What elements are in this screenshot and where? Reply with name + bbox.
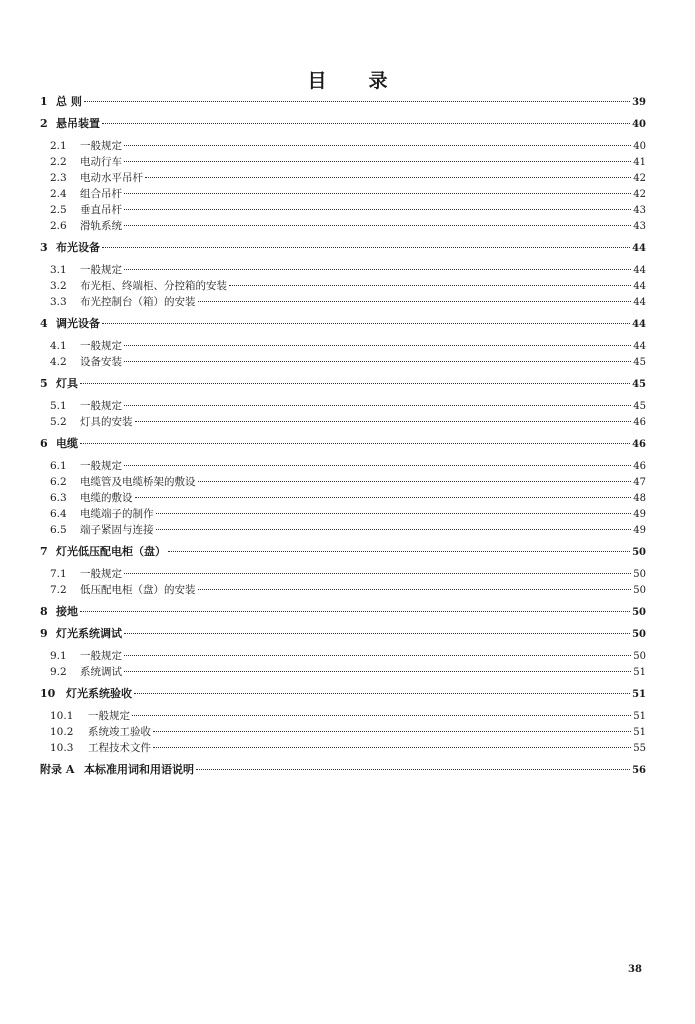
toc-page-number: 49 — [633, 509, 646, 520]
toc-section[interactable] — [40, 262, 646, 278]
toc-number: 1 — [40, 95, 48, 108]
leader-dots — [124, 465, 631, 466]
toc-number: 10.3 — [50, 742, 74, 754]
toc-chapter[interactable] — [40, 316, 646, 332]
leader-dots — [124, 269, 631, 270]
leader-dots — [124, 671, 631, 672]
toc-section[interactable] — [40, 414, 646, 430]
toc-page-number: 50 — [632, 629, 646, 640]
toc-number: 附录 A — [40, 763, 75, 776]
toc-label: 电动水平吊杆 — [80, 172, 143, 184]
toc-number: 6 — [40, 437, 48, 450]
leader-dots — [198, 481, 632, 482]
toc-section[interactable] — [40, 506, 646, 522]
toc-section[interactable] — [40, 202, 646, 218]
leader-dots — [132, 715, 631, 716]
leader-dots — [124, 361, 631, 362]
leader-dots — [153, 731, 631, 732]
leader-dots — [102, 247, 630, 248]
leader-dots — [134, 693, 630, 694]
toc-number: 3.3 — [50, 296, 67, 308]
toc-section[interactable] — [40, 338, 646, 354]
toc-page-number: 44 — [633, 265, 646, 276]
toc-section[interactable] — [40, 582, 646, 598]
page-title — [0, 66, 695, 93]
toc-label: 系统竣工验收 — [88, 726, 151, 738]
leader-dots — [124, 145, 631, 146]
toc-number: 3.1 — [50, 264, 67, 276]
toc-number: 8 — [40, 605, 48, 618]
toc-section[interactable] — [40, 458, 646, 474]
toc-page-number: 46 — [633, 461, 646, 472]
toc-label: 一般规定 — [80, 568, 122, 580]
toc-page-number: 44 — [632, 243, 646, 254]
toc-page-number: 55 — [633, 743, 646, 754]
toc-label: 设备安装 — [80, 356, 122, 368]
toc-page-number: 47 — [633, 477, 646, 488]
toc-number: 5.1 — [50, 400, 67, 412]
toc-label: 一般规定 — [80, 264, 122, 276]
toc-page-number: 43 — [633, 205, 646, 216]
toc-number: 6.4 — [50, 508, 67, 520]
toc-label: 电缆 — [56, 437, 78, 450]
toc-section[interactable] — [40, 154, 646, 170]
leader-dots — [124, 161, 631, 162]
toc-page-number: 44 — [633, 297, 646, 308]
toc-page-number: 51 — [632, 689, 646, 700]
toc-label: 垂直吊杆 — [80, 204, 122, 216]
toc-page-number: 40 — [632, 119, 646, 130]
toc-number: 2.2 — [50, 156, 67, 168]
toc-page-number: 51 — [633, 711, 646, 722]
toc-number: 2.3 — [50, 172, 67, 184]
toc-label: 灯具 — [56, 377, 78, 390]
leader-dots — [124, 225, 631, 226]
toc-number: 6.2 — [50, 476, 67, 488]
leader-dots — [102, 323, 630, 324]
leader-dots — [229, 285, 631, 286]
toc-number: 10.1 — [50, 710, 74, 722]
toc-number: 10.2 — [50, 726, 74, 738]
toc-number: 2 — [40, 117, 48, 130]
leader-dots — [124, 655, 631, 656]
toc-section[interactable] — [40, 490, 646, 506]
leader-dots — [124, 633, 630, 634]
leader-dots — [124, 345, 631, 346]
toc-page-number: 56 — [632, 765, 646, 776]
toc-section[interactable] — [40, 566, 646, 582]
toc-chapter[interactable] — [40, 604, 646, 620]
leader-dots — [156, 529, 632, 530]
toc-number: 2.1 — [50, 140, 67, 152]
leader-dots — [145, 177, 631, 178]
toc-appendix[interactable] — [40, 762, 646, 778]
toc-page-number: 50 — [632, 607, 646, 618]
leader-dots — [135, 421, 632, 422]
leader-dots — [80, 383, 630, 384]
toc-page-number: 48 — [633, 493, 646, 504]
toc-number: 2.4 — [50, 188, 67, 200]
leader-dots — [198, 301, 632, 302]
toc-number: 9 — [40, 627, 48, 640]
toc-section[interactable] — [40, 186, 646, 202]
toc-section[interactable] — [40, 708, 646, 724]
toc-number: 9.2 — [50, 666, 67, 678]
toc-section[interactable] — [40, 294, 646, 310]
toc-page-number: 51 — [633, 727, 646, 738]
page-number: 38 — [628, 964, 642, 975]
title-char-1: 目 — [307, 70, 327, 92]
toc-page-number: 42 — [633, 173, 646, 184]
toc-page-number: 50 — [633, 651, 646, 662]
toc-label: 灯光系统调试 — [56, 627, 122, 640]
toc-page-number: 44 — [632, 319, 646, 330]
toc-label: 一般规定 — [80, 650, 122, 662]
toc-label: 灯具的安装 — [80, 416, 133, 428]
toc-chapter[interactable] — [40, 626, 646, 642]
toc-chapter[interactable] — [40, 94, 646, 110]
toc-page-number: 40 — [633, 141, 646, 152]
toc-page-number: 41 — [633, 157, 646, 168]
toc-number: 7 — [40, 545, 48, 558]
toc-section[interactable] — [40, 648, 646, 664]
toc-number: 4.1 — [50, 340, 67, 352]
toc-label: 一般规定 — [80, 340, 122, 352]
leader-dots — [153, 747, 631, 748]
table-of-contents — [40, 94, 646, 778]
toc-label: 调光设备 — [56, 317, 100, 330]
toc-number: 3.2 — [50, 280, 67, 292]
toc-page-number: 50 — [632, 547, 646, 558]
toc-section[interactable] — [40, 354, 646, 370]
toc-label: 一般规定 — [80, 400, 122, 412]
toc-label: 本标准用词和用语说明 — [84, 763, 194, 776]
toc-label: 电缆的敷设 — [80, 492, 133, 504]
toc-number: 4 — [40, 317, 48, 330]
toc-number: 2.5 — [50, 204, 67, 216]
toc-section[interactable] — [40, 522, 646, 538]
toc-section[interactable] — [40, 664, 646, 680]
toc-number: 7.1 — [50, 568, 67, 580]
toc-number: 6.1 — [50, 460, 67, 472]
toc-chapter[interactable] — [40, 240, 646, 256]
toc-label: 总 则 — [56, 95, 82, 108]
toc-page-number: 45 — [633, 401, 646, 412]
toc-page-number: 45 — [633, 357, 646, 368]
toc-page-number: 51 — [633, 667, 646, 678]
toc-label: 组合吊杆 — [80, 188, 122, 200]
toc-page-number: 44 — [633, 341, 646, 352]
toc-page-number: 44 — [633, 281, 646, 292]
toc-chapter[interactable] — [40, 116, 646, 132]
toc-section[interactable] — [40, 138, 646, 154]
toc-number: 3 — [40, 241, 48, 254]
toc-section[interactable] — [40, 740, 646, 756]
toc-page-number: 46 — [632, 439, 646, 450]
leader-dots — [124, 193, 631, 194]
leader-dots — [168, 551, 630, 552]
toc-number: 6.3 — [50, 492, 67, 504]
toc-label: 布光设备 — [56, 241, 100, 254]
toc-section[interactable] — [40, 398, 646, 414]
toc-number: 9.1 — [50, 650, 67, 662]
leader-dots — [80, 611, 630, 612]
toc-section[interactable] — [40, 474, 646, 490]
toc-chapter[interactable] — [40, 376, 646, 392]
toc-chapter[interactable] — [40, 436, 646, 452]
toc-page-number: 45 — [632, 379, 646, 390]
toc-number: 6.5 — [50, 524, 67, 536]
toc-page-number: 43 — [633, 221, 646, 232]
toc-section[interactable] — [40, 170, 646, 186]
toc-label: 电动行车 — [80, 156, 122, 168]
toc-number: 4.2 — [50, 356, 67, 368]
toc-chapter[interactable] — [40, 544, 646, 560]
leader-dots — [198, 589, 632, 590]
leader-dots — [124, 209, 631, 210]
toc-label: 一般规定 — [80, 460, 122, 472]
leader-dots — [196, 769, 630, 770]
leader-dots — [80, 443, 630, 444]
toc-number: 5 — [40, 377, 48, 390]
toc-label: 滑轨系统 — [80, 220, 122, 232]
toc-label: 布光控制台（箱）的安装 — [80, 296, 196, 308]
toc-chapter[interactable] — [40, 686, 646, 702]
toc-label: 接地 — [56, 605, 78, 618]
toc-section[interactable] — [40, 724, 646, 740]
leader-dots — [102, 123, 630, 124]
toc-label: 低压配电柜（盘）的安装 — [80, 584, 196, 596]
toc-label: 布光柜、终端柜、分控箱的安装 — [80, 280, 227, 292]
toc-label: 电缆端子的制作 — [80, 508, 154, 520]
toc-label: 系统调试 — [80, 666, 122, 678]
toc-page-number: 39 — [632, 97, 646, 108]
leader-dots — [84, 101, 630, 102]
leader-dots — [124, 573, 631, 574]
toc-page-number: 46 — [633, 417, 646, 428]
toc-label: 灯光低压配电柜（盘） — [56, 545, 166, 558]
toc-label: 端子紧固与连接 — [80, 524, 154, 536]
toc-label: 一般规定 — [88, 710, 130, 722]
toc-number: 2.6 — [50, 220, 67, 232]
toc-section[interactable] — [40, 278, 646, 294]
leader-dots — [124, 405, 631, 406]
toc-label: 一般规定 — [80, 140, 122, 152]
toc-section[interactable] — [40, 218, 646, 234]
toc-label: 悬吊装置 — [56, 117, 100, 130]
toc-number: 10 — [40, 687, 56, 700]
toc-page-number: 50 — [633, 569, 646, 580]
title-char-2: 录 — [368, 70, 388, 92]
toc-page-number: 49 — [633, 525, 646, 536]
leader-dots — [135, 497, 632, 498]
toc-page-number: 42 — [633, 189, 646, 200]
toc-number: 7.2 — [50, 584, 67, 596]
toc-label: 灯光系统验收 — [66, 687, 132, 700]
leader-dots — [156, 513, 632, 514]
toc-page-number: 50 — [633, 585, 646, 596]
toc-number: 5.2 — [50, 416, 67, 428]
toc-label: 电缆管及电缆桥架的敷设 — [80, 476, 196, 488]
toc-label: 工程技术文件 — [88, 742, 151, 754]
